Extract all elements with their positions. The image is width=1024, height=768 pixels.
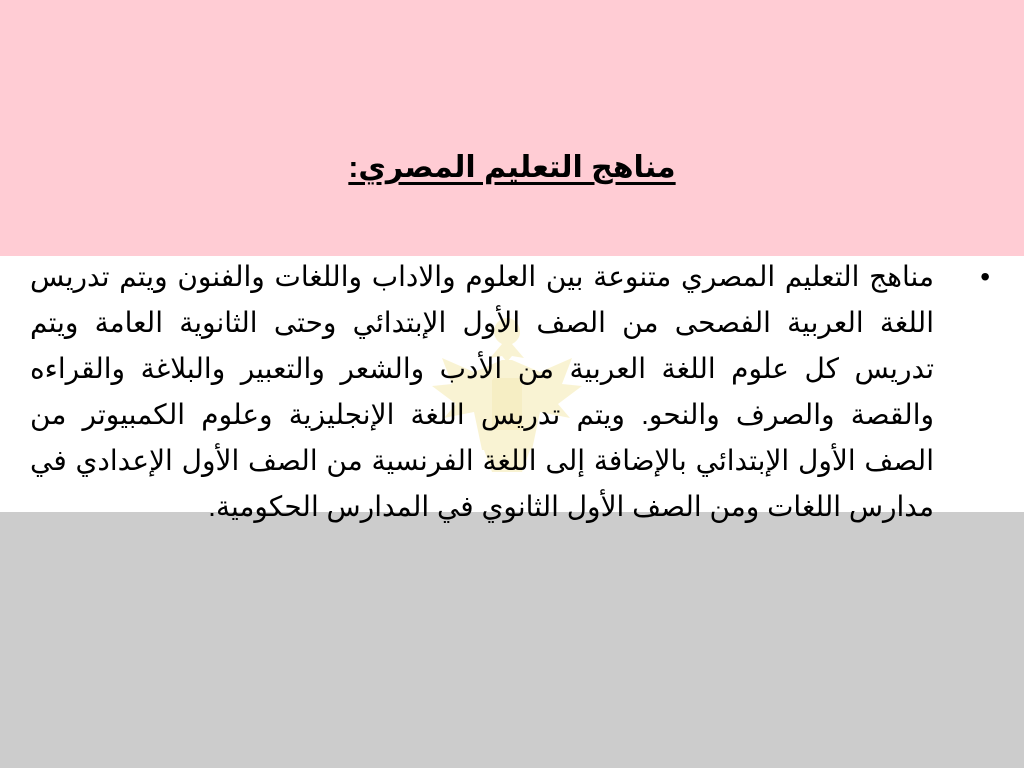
bullet-list-item (30, 254, 990, 530)
bullet-marker: • (980, 261, 990, 292)
slide-title: مناهج التعليم المصري: (348, 151, 676, 184)
bullet-text: مناهج التعليم المصري متنوعة بين العلوم والاداب واللغات والفنون ويتم تدريس اللغة العربية الفصحى من الصف الأول الإبتدائي وحتى الثانوية العامة ويتم تدريس كل علوم اللغة العربية من الأدب والشعر والتعبير والبلاغة والقراءه والقصة والصرف والنحو. ويتم تدريس اللغة الإنجليزية وعلوم الكمبيوتر من الصف الأول الإبتدائي بالإضافة إلى اللغة الفرنسية من الصف الأول الإعدادي في مدارس اللغات ومن الصف الأول الثانوي في المدارس الحكومية. (30, 261, 934, 522)
flag-band-black (0, 512, 1024, 768)
flag-band-red (0, 0, 1024, 256)
